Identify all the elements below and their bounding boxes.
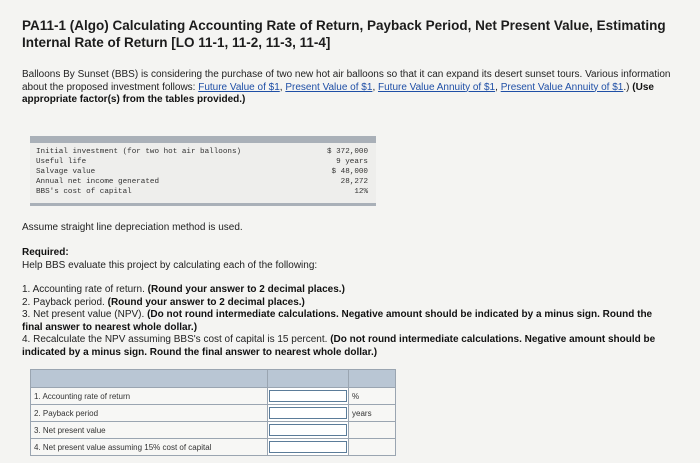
problem-intro: Balloons By Sunset (BBS) is considering the purchase of two new hot air balloons so that it can expand its desert sunset tours. Various information about the proposed investment follows: Future Value of $1, Present Value of $1, Future Value Annuity of $1, Present Value Annuity of $1.) (Use appropriate factor(s) from the tables provided.): [22, 69, 671, 105]
row-label: Annual net income generated: [36, 178, 160, 186]
row-label: BBS's cost of capital: [36, 188, 132, 196]
link-present-value[interactable]: Present Value of $1: [285, 81, 373, 93]
npv-input[interactable]: [269, 424, 347, 436]
row-value: $ 48,000: [331, 168, 368, 176]
answer-label: 1. Accounting rate of return: [31, 388, 268, 405]
required-section: [22, 247, 317, 272]
link-future-value-annuity[interactable]: Future Value Annuity of $1: [378, 81, 496, 93]
answer-row: [31, 439, 396, 456]
row-value: $ 372,000: [326, 148, 368, 156]
answer-label: 3. Net present value: [31, 422, 268, 439]
answer-table-header: [31, 370, 396, 388]
answer-label: 2. Payback period: [31, 405, 268, 422]
task-list: [22, 284, 672, 359]
task-item: 2. Payback period. (Round your answer to 2 decimal places.): [22, 296, 305, 308]
payback-period-input[interactable]: [269, 407, 347, 419]
intro-text: Balloons By Sunset (BBS) is considering the purchase of two new hot air balloons so that it can expand its desert sunset tours. Various information about the proposed investment follows:: [22, 69, 671, 93]
task-item: 4. Recalculate the NPV assuming BBS's cost of capital is 15 percent. (Do not round intermediate calculations. Negative amount should be indicated by a minus sign. Round the final answer to nearest whole dollar.): [22, 334, 656, 358]
answer-unit: %: [349, 388, 396, 405]
answer-label: 4. Net present value assuming 15% cost of capital: [31, 439, 268, 456]
row-label: Initial investment (for two hot air balloons): [36, 148, 242, 156]
task-item: 3. Net present value (NPV). (Do not round intermediate calculations. Negative amount should be indicated by a minus sign. Round the final answer to nearest whole dollar.): [22, 309, 653, 333]
table-row: [30, 168, 376, 178]
answer-row: [31, 422, 396, 439]
npv-15-input[interactable]: [269, 441, 347, 453]
page-title: PA11-1 (Algo) Calculating Accounting Rate of Return, Payback Period, Net Present Value, Estimating Internal Rate of Return [LO 11-1, 11-2, 11-3, 11-4]: [22, 18, 666, 50]
table-row: [30, 148, 376, 158]
required-heading: Required:: [22, 247, 69, 258]
table-row: [30, 188, 376, 198]
answer-row: [31, 388, 396, 405]
table-row: [30, 178, 376, 188]
investment-info-table: [30, 136, 376, 206]
answer-unit: [349, 439, 396, 456]
answer-table: [30, 369, 396, 456]
answer-row: [31, 405, 396, 422]
task-item: 1. Accounting rate of return. (Round your answer to 2 decimal places.): [22, 284, 345, 295]
row-label: Salvage value: [36, 168, 96, 176]
row-value: 12%: [354, 188, 368, 196]
row-value: 28,272: [340, 178, 368, 186]
link-present-value-annuity[interactable]: Present Value Annuity of $1: [500, 81, 624, 93]
intro-instruction: (Use appropriate factor(s) from the tables provided.): [22, 81, 654, 105]
row-value: 9 years: [336, 158, 368, 166]
assumption-text: Assume straight line depreciation method is used.: [22, 222, 243, 233]
accounting-rate-input[interactable]: [269, 390, 347, 402]
table-row: [30, 158, 376, 168]
required-text: Help BBS evaluate this project by calculating each of the following:: [22, 259, 318, 271]
row-label: Useful life: [36, 158, 87, 166]
link-future-value[interactable]: Future Value of $1: [198, 81, 280, 93]
answer-unit: [349, 422, 396, 439]
answer-unit: years: [349, 405, 396, 422]
